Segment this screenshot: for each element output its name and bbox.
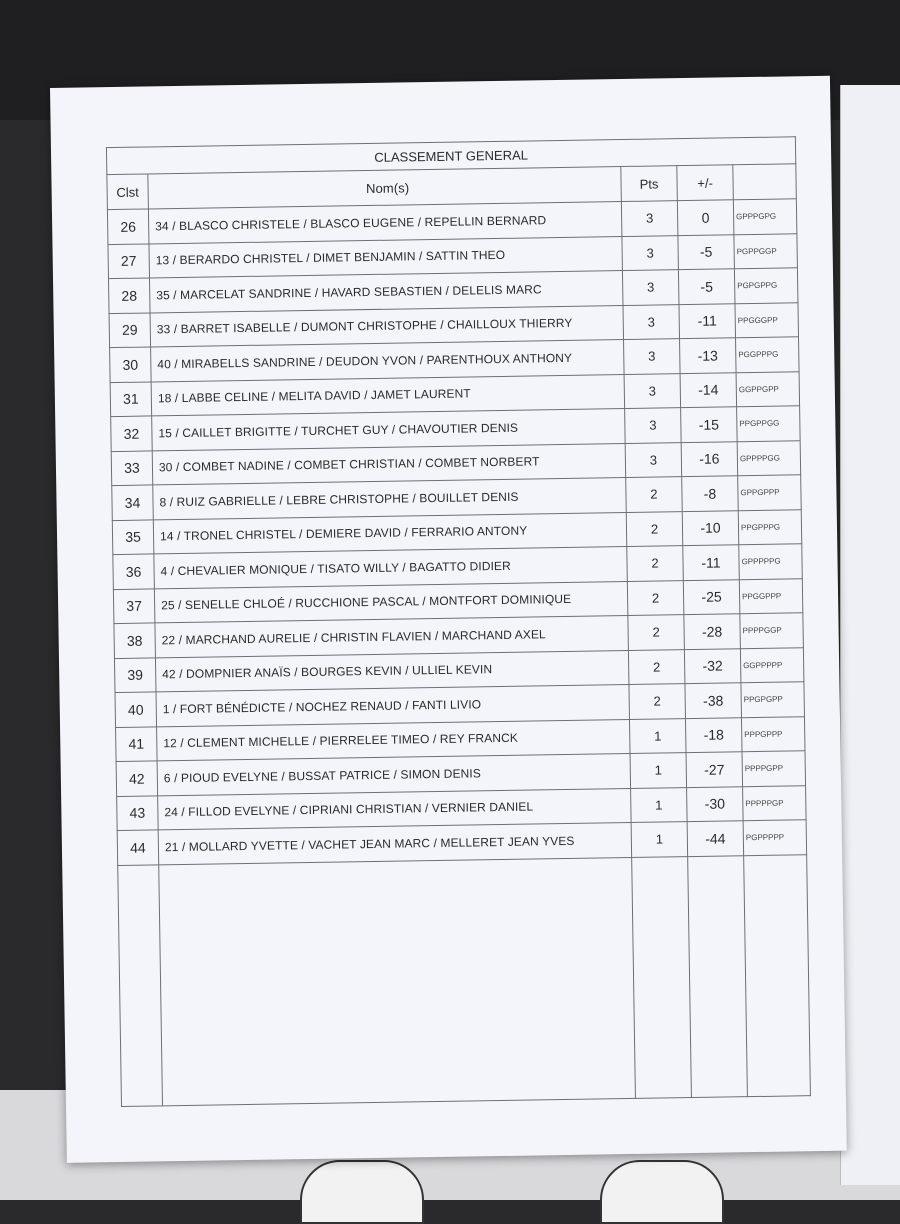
cell-seq: PGGPPPG: [736, 337, 800, 372]
cell-rank: 26: [107, 209, 149, 244]
cell-diff: -5: [678, 234, 735, 269]
cell-seq: GGPPPPP: [740, 647, 804, 682]
empty-cell: [118, 864, 163, 1106]
cell-names: 12 / CLEMENT MICHELLE / PIERRELEE TIMEO / REY FRANCK: [157, 719, 630, 761]
cell-pts: 2: [629, 684, 686, 719]
header-pts: Pts: [621, 166, 678, 202]
cell-seq: PPPGPPP: [741, 716, 805, 751]
paper-sheet: [50, 76, 847, 1163]
cell-seq: PPPPGPP: [742, 751, 806, 786]
cell-diff: -32: [684, 648, 741, 683]
cell-pts: 3: [625, 442, 682, 477]
cell-pts: 2: [626, 477, 683, 512]
cell-pts: 1: [631, 822, 688, 857]
cell-names: 30 / COMBET NADINE / COMBET CHRISTIAN / COMBET NORBERT: [152, 443, 625, 485]
cell-names: 4 / CHEVALIER MONIQUE / TISATO WILLY / BAGATTO DIDIER: [154, 546, 627, 588]
shoe-right: [600, 1160, 724, 1224]
cell-seq: GGPPGPP: [736, 371, 800, 406]
cell-diff: -44: [687, 821, 744, 856]
cell-pts: 3: [623, 304, 680, 339]
cell-pts: 2: [627, 580, 684, 615]
cell-pts: 2: [626, 511, 683, 546]
cell-rank: 27: [108, 243, 150, 278]
cell-diff: -15: [681, 407, 738, 442]
cell-rank: 38: [114, 623, 156, 658]
standings-table: [106, 136, 811, 1106]
cell-names: 14 / TRONEL CHRISTEL / DEMIERE DAVID / FERRARIO ANTONY: [153, 512, 626, 554]
cell-rank: 36: [113, 554, 155, 589]
cell-pts: 2: [628, 615, 685, 650]
cell-names: 25 / SENELLE CHLOÉ / RUCCHIONE PASCAL / MONTFORT DOMINIQUE: [154, 581, 627, 623]
cell-rank: 34: [112, 485, 154, 520]
cell-rank: 33: [111, 450, 153, 485]
cell-names: 8 / RUIZ GABRIELLE / LEBRE CHRISTOPHE / BOUILLET DENIS: [153, 478, 626, 520]
cell-diff: -30: [687, 786, 744, 821]
cell-pts: 2: [628, 649, 685, 684]
header-diff: +/-: [677, 165, 734, 201]
cell-rank: 35: [112, 519, 154, 554]
cell-seq: PGPGPPG: [734, 268, 798, 303]
cell-diff: -38: [685, 683, 742, 718]
cell-names: 33 / BARRET ISABELLE / DUMONT CHRISTOPHE / CHAILLOUX THIERRY: [150, 305, 623, 347]
cell-seq: PPGGGPP: [735, 302, 799, 337]
cell-diff: -25: [683, 579, 740, 614]
cell-seq: GPPGPPP: [738, 475, 802, 510]
cell-pts: 3: [625, 408, 682, 443]
cell-rank: 41: [116, 726, 158, 761]
cell-pts: 3: [624, 373, 681, 408]
cell-seq: PPPPPGP: [743, 785, 807, 820]
cell-rank: 31: [110, 381, 152, 416]
cell-diff: -14: [680, 372, 737, 407]
cell-rank: 43: [117, 795, 159, 830]
cell-seq: GPPPPGG: [737, 440, 801, 475]
cell-names: 24 / FILLOD EVELYNE / CIPRIANI CHRISTIAN / VERNIER DANIEL: [158, 788, 631, 830]
shoe-left: [300, 1160, 424, 1224]
cell-diff: -11: [683, 545, 740, 580]
cell-diff: -5: [678, 269, 735, 304]
empty-cell: [632, 856, 692, 1098]
header-seq: [733, 164, 797, 200]
cell-diff: -18: [685, 717, 742, 752]
cell-rank: 44: [117, 830, 159, 865]
cell-rank: 32: [111, 416, 153, 451]
cell-seq: PPGPPGG: [737, 406, 801, 441]
cell-pts: 1: [630, 753, 687, 788]
cell-diff: -10: [682, 510, 739, 545]
cell-pts: 3: [622, 270, 679, 305]
cell-seq: PPGGPPP: [739, 578, 803, 613]
cell-diff: 0: [677, 200, 734, 235]
cell-seq: PPGPGPP: [741, 682, 805, 717]
cell-rank: 42: [116, 761, 158, 796]
cell-names: 15 / CAILLET BRIGITTE / TURCHET GUY / CHAVOUTIER DENIS: [152, 409, 625, 451]
cell-pts: 3: [624, 339, 681, 374]
cell-names: 18 / LABBE CELINE / MELITA DAVID / JAMET LAURENT: [151, 374, 624, 416]
cell-names: 42 / DOMPNIER ANAÏS / BOURGES KEVIN / ULLIEL KEVIN: [155, 650, 628, 692]
cell-diff: -8: [682, 476, 739, 511]
cell-names: 1 / FORT BÉNÉDICTE / NOCHEZ RENAUD / FANTI LIVIO: [156, 684, 629, 726]
cell-names: 6 / PIOUD EVELYNE / BUSSAT PATRICE / SIMON DENIS: [157, 753, 630, 795]
cell-seq: PPPPGGP: [740, 613, 804, 648]
cell-rank: 28: [109, 278, 151, 313]
cell-rank: 39: [114, 657, 156, 692]
cell-names: 40 / MIRABELLS SANDRINE / DEUDON YVON / PARENTHOUX ANTHONY: [151, 340, 624, 382]
cell-diff: -28: [684, 614, 741, 649]
empty-cell: [744, 854, 811, 1096]
cell-diff: -13: [680, 338, 737, 373]
cell-pts: 1: [631, 787, 688, 822]
cell-diff: -11: [679, 303, 736, 338]
cell-rank: 29: [109, 312, 151, 347]
adjacent-sheet: [840, 85, 900, 1185]
cell-names: 21 / MOLLARD YVETTE / VACHET JEAN MARC / MELLERET JEAN YVES: [158, 822, 631, 864]
header-names: Nom(s): [148, 167, 621, 209]
table-title: CLASSEMENT GENERAL: [106, 137, 795, 175]
cell-names: 22 / MARCHAND AURELIE / CHRISTIN FLAVIEN / MARCHAND AXEL: [155, 615, 628, 657]
cell-pts: 2: [627, 546, 684, 581]
cell-diff: -27: [686, 752, 743, 787]
empty-cell: [159, 857, 636, 1105]
cell-pts: 3: [621, 201, 678, 236]
cell-rank: 40: [115, 692, 157, 727]
cell-pts: 3: [622, 235, 679, 270]
cell-rank: 30: [110, 347, 152, 382]
cell-names: 13 / BERARDO CHRISTEL / DIMET BENJAMIN / SATTIN THEO: [149, 236, 622, 278]
cell-seq: PGPPPPP: [743, 820, 807, 855]
header-rank: Clst: [107, 174, 149, 210]
cell-rank: 37: [113, 588, 155, 623]
cell-pts: 1: [629, 718, 686, 753]
cell-names: 34 / BLASCO CHRISTELE / BLASCO EUGENE / REPELLIN BERNARD: [148, 202, 621, 244]
cell-names: 35 / MARCELAT SANDRINE / HAVARD SEBASTIEN / DELELIS MARC: [149, 271, 622, 313]
empty-row: [118, 854, 811, 1106]
cell-seq: GPPPPPG: [739, 544, 803, 579]
cell-diff: -16: [681, 441, 738, 476]
cell-seq: PPGPPPG: [738, 509, 802, 544]
cell-seq: PGPPGGP: [734, 233, 798, 268]
empty-cell: [688, 855, 748, 1097]
cell-seq: GPPPGPG: [733, 199, 797, 234]
